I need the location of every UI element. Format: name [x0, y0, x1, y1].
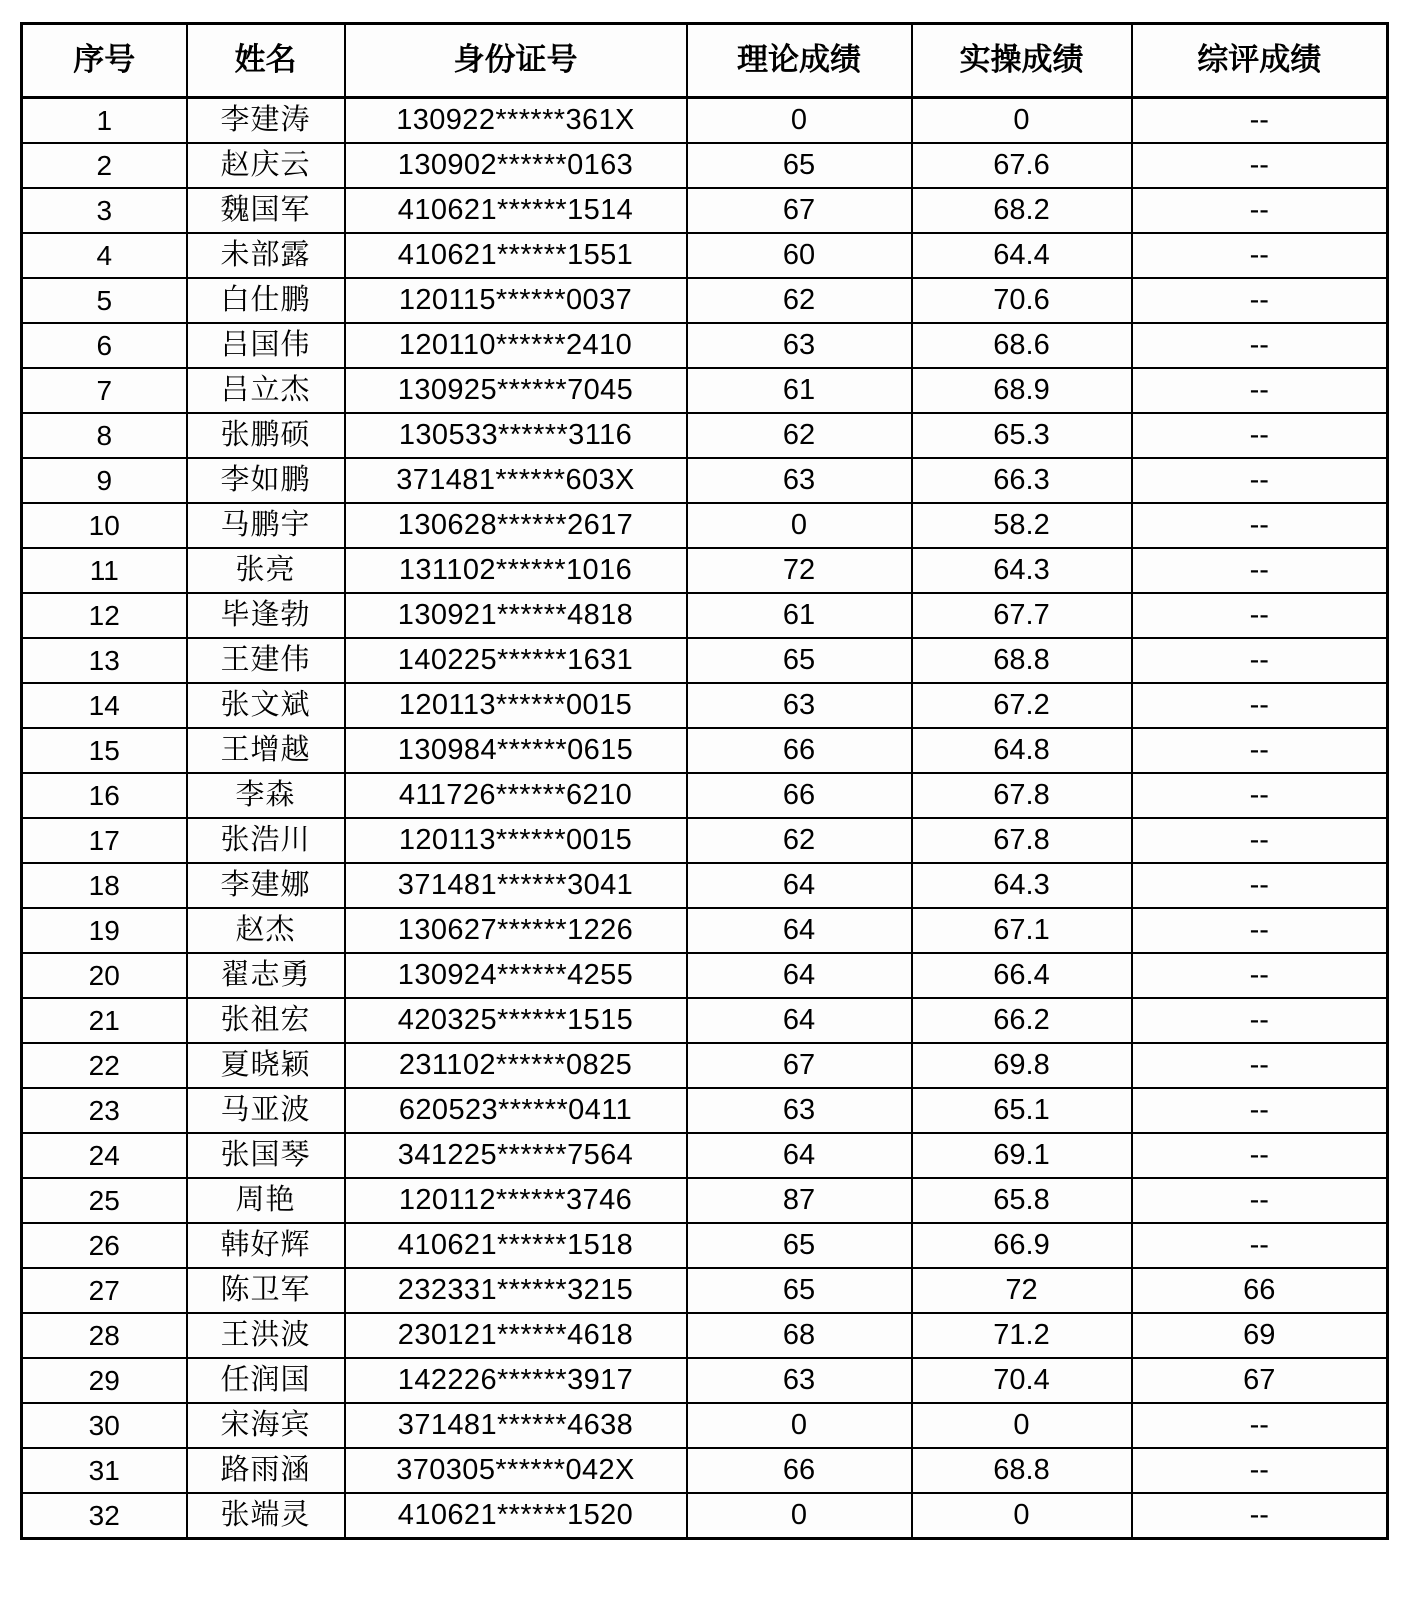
cell-prac: 67.6 — [912, 143, 1132, 188]
cell-theory: 63 — [687, 1358, 912, 1403]
cell-prac: 66.3 — [912, 458, 1132, 503]
cell-theory: 67 — [687, 188, 912, 233]
cell-comp: -- — [1132, 593, 1388, 638]
cell-theory: 0 — [687, 1493, 912, 1539]
cell-prac: 0 — [912, 98, 1132, 144]
cell-theory: 0 — [687, 1403, 912, 1448]
table-row — [22, 1043, 1388, 1088]
cell-comp: -- — [1132, 953, 1388, 998]
cell-prac: 70.4 — [912, 1358, 1132, 1403]
cell-comp: -- — [1132, 1493, 1388, 1539]
cell-seq: 31 — [22, 1448, 187, 1493]
cell-id: 410621******1518 — [345, 1223, 687, 1268]
cell-id: 130922******361X — [345, 98, 687, 144]
cell-name: 王增越 — [187, 728, 345, 773]
table-row — [22, 1178, 1388, 1223]
cell-theory: 87 — [687, 1178, 912, 1223]
cell-name: 毕逢勃 — [187, 593, 345, 638]
cell-seq: 14 — [22, 683, 187, 728]
table-body — [22, 98, 1388, 1539]
table-row — [22, 1088, 1388, 1133]
cell-theory: 63 — [687, 1088, 912, 1133]
cell-seq: 7 — [22, 368, 187, 413]
table-row — [22, 548, 1388, 593]
column-header-comp: 综评成绩 — [1132, 24, 1388, 98]
cell-theory: 64 — [687, 863, 912, 908]
cell-prac: 69.8 — [912, 1043, 1132, 1088]
cell-comp: -- — [1132, 728, 1388, 773]
cell-theory: 66 — [687, 773, 912, 818]
cell-comp: -- — [1132, 548, 1388, 593]
cell-comp: -- — [1132, 458, 1388, 503]
cell-name: 张文斌 — [187, 683, 345, 728]
cell-prac: 65.8 — [912, 1178, 1132, 1223]
cell-comp: -- — [1132, 368, 1388, 413]
cell-seq: 8 — [22, 413, 187, 458]
cell-comp: 66 — [1132, 1268, 1388, 1313]
cell-id: 120113******0015 — [345, 683, 687, 728]
cell-name: 赵杰 — [187, 908, 345, 953]
cell-name: 陈卫军 — [187, 1268, 345, 1313]
table-row — [22, 728, 1388, 773]
cell-seq: 11 — [22, 548, 187, 593]
cell-seq: 13 — [22, 638, 187, 683]
cell-comp: -- — [1132, 323, 1388, 368]
cell-name: 任润国 — [187, 1358, 345, 1403]
cell-id: 140225******1631 — [345, 638, 687, 683]
cell-seq: 2 — [22, 143, 187, 188]
table-row — [22, 278, 1388, 323]
cell-prac: 68.2 — [912, 188, 1132, 233]
cell-theory: 64 — [687, 953, 912, 998]
cell-prac: 65.3 — [912, 413, 1132, 458]
cell-id: 620523******0411 — [345, 1088, 687, 1133]
cell-id: 120113******0015 — [345, 818, 687, 863]
cell-seq: 24 — [22, 1133, 187, 1178]
cell-prac: 67.8 — [912, 818, 1132, 863]
cell-id: 130984******0615 — [345, 728, 687, 773]
cell-id: 130902******0163 — [345, 143, 687, 188]
table-row — [22, 368, 1388, 413]
cell-prac: 68.8 — [912, 1448, 1132, 1493]
cell-seq: 21 — [22, 998, 187, 1043]
cell-id: 410621******1514 — [345, 188, 687, 233]
table-header — [22, 24, 1388, 98]
cell-comp: -- — [1132, 1223, 1388, 1268]
cell-id: 370305******042X — [345, 1448, 687, 1493]
cell-seq: 26 — [22, 1223, 187, 1268]
cell-name: 吕国伟 — [187, 323, 345, 368]
cell-id: 341225******7564 — [345, 1133, 687, 1178]
cell-name: 王建伟 — [187, 638, 345, 683]
cell-prac: 64.8 — [912, 728, 1132, 773]
cell-comp: -- — [1132, 1448, 1388, 1493]
table-row — [22, 98, 1388, 144]
cell-seq: 15 — [22, 728, 187, 773]
cell-prac: 68.8 — [912, 638, 1132, 683]
cell-seq: 6 — [22, 323, 187, 368]
cell-name: 吕立杰 — [187, 368, 345, 413]
column-header-id: 身份证号 — [345, 24, 687, 98]
cell-id: 120115******0037 — [345, 278, 687, 323]
cell-theory: 60 — [687, 233, 912, 278]
cell-seq: 19 — [22, 908, 187, 953]
cell-name: 李如鹏 — [187, 458, 345, 503]
table-row — [22, 188, 1388, 233]
cell-seq: 12 — [22, 593, 187, 638]
cell-prac: 72 — [912, 1268, 1132, 1313]
cell-prac: 68.9 — [912, 368, 1132, 413]
table-row — [22, 863, 1388, 908]
cell-seq: 10 — [22, 503, 187, 548]
cell-id: 130533******3116 — [345, 413, 687, 458]
cell-prac: 71.2 — [912, 1313, 1132, 1358]
table-row — [22, 1223, 1388, 1268]
cell-comp: -- — [1132, 143, 1388, 188]
cell-theory: 61 — [687, 368, 912, 413]
cell-id: 120110******2410 — [345, 323, 687, 368]
column-header-seq: 序号 — [22, 24, 187, 98]
cell-theory: 65 — [687, 1268, 912, 1313]
cell-id: 130925******7045 — [345, 368, 687, 413]
cell-seq: 9 — [22, 458, 187, 503]
cell-theory: 65 — [687, 1223, 912, 1268]
cell-id: 411726******6210 — [345, 773, 687, 818]
cell-comp: -- — [1132, 908, 1388, 953]
cell-id: 130627******1226 — [345, 908, 687, 953]
cell-name: 李森 — [187, 773, 345, 818]
cell-theory: 66 — [687, 1448, 912, 1493]
cell-name: 张亮 — [187, 548, 345, 593]
cell-name: 李建涛 — [187, 98, 345, 144]
cell-comp: -- — [1132, 1178, 1388, 1223]
cell-seq: 3 — [22, 188, 187, 233]
cell-seq: 5 — [22, 278, 187, 323]
table-row — [22, 1313, 1388, 1358]
cell-theory: 0 — [687, 503, 912, 548]
cell-id: 410621******1520 — [345, 1493, 687, 1539]
cell-theory: 0 — [687, 98, 912, 144]
cell-comp: -- — [1132, 188, 1388, 233]
cell-id: 130924******4255 — [345, 953, 687, 998]
cell-prac: 65.1 — [912, 1088, 1132, 1133]
cell-name: 韩好辉 — [187, 1223, 345, 1268]
cell-prac: 67.8 — [912, 773, 1132, 818]
table-row — [22, 1448, 1388, 1493]
cell-seq: 16 — [22, 773, 187, 818]
table-row — [22, 1133, 1388, 1178]
table-row — [22, 1358, 1388, 1403]
cell-theory: 67 — [687, 1043, 912, 1088]
cell-id: 230121******4618 — [345, 1313, 687, 1358]
table-row — [22, 1268, 1388, 1313]
cell-seq: 18 — [22, 863, 187, 908]
cell-seq: 1 — [22, 98, 187, 144]
cell-comp: -- — [1132, 773, 1388, 818]
cell-seq: 30 — [22, 1403, 187, 1448]
cell-theory: 72 — [687, 548, 912, 593]
cell-name: 宋海宾 — [187, 1403, 345, 1448]
cell-comp: -- — [1132, 278, 1388, 323]
cell-id: 371481******3041 — [345, 863, 687, 908]
column-header-prac: 实操成绩 — [912, 24, 1132, 98]
table-row — [22, 773, 1388, 818]
cell-seq: 28 — [22, 1313, 187, 1358]
cell-prac: 64.3 — [912, 863, 1132, 908]
cell-comp: -- — [1132, 413, 1388, 458]
cell-seq: 32 — [22, 1493, 187, 1539]
exam-score-table — [20, 22, 1389, 1540]
cell-name: 白仕鹏 — [187, 278, 345, 323]
cell-comp: -- — [1132, 863, 1388, 908]
cell-prac: 70.6 — [912, 278, 1132, 323]
cell-prac: 68.6 — [912, 323, 1132, 368]
cell-prac: 69.1 — [912, 1133, 1132, 1178]
cell-theory: 62 — [687, 413, 912, 458]
cell-comp: -- — [1132, 998, 1388, 1043]
cell-name: 王洪波 — [187, 1313, 345, 1358]
cell-name: 周艳 — [187, 1178, 345, 1223]
cell-name: 夏晓颖 — [187, 1043, 345, 1088]
table-row — [22, 908, 1388, 953]
cell-id: 130628******2617 — [345, 503, 687, 548]
cell-theory: 63 — [687, 458, 912, 503]
cell-theory: 64 — [687, 908, 912, 953]
cell-comp: -- — [1132, 683, 1388, 728]
table-row — [22, 953, 1388, 998]
cell-id: 410621******1551 — [345, 233, 687, 278]
cell-id: 371481******4638 — [345, 1403, 687, 1448]
cell-prac: 64.4 — [912, 233, 1132, 278]
cell-id: 371481******603X — [345, 458, 687, 503]
cell-prac: 0 — [912, 1493, 1132, 1539]
cell-name: 未部露 — [187, 233, 345, 278]
cell-seq: 23 — [22, 1088, 187, 1133]
cell-id: 130921******4818 — [345, 593, 687, 638]
cell-comp: -- — [1132, 233, 1388, 278]
cell-id: 131102******1016 — [345, 548, 687, 593]
cell-name: 张祖宏 — [187, 998, 345, 1043]
cell-name: 张国琴 — [187, 1133, 345, 1178]
table-row — [22, 593, 1388, 638]
cell-seq: 29 — [22, 1358, 187, 1403]
cell-comp: -- — [1132, 638, 1388, 683]
cell-comp: -- — [1132, 1043, 1388, 1088]
cell-id: 420325******1515 — [345, 998, 687, 1043]
table-row — [22, 323, 1388, 368]
cell-name: 张浩川 — [187, 818, 345, 863]
column-header-name: 姓名 — [187, 24, 345, 98]
cell-theory: 66 — [687, 728, 912, 773]
cell-seq: 22 — [22, 1043, 187, 1088]
table-header-row — [22, 24, 1388, 98]
cell-theory: 62 — [687, 818, 912, 863]
table-row — [22, 1493, 1388, 1539]
table-row — [22, 233, 1388, 278]
cell-name: 翟志勇 — [187, 953, 345, 998]
cell-name: 张鹏硕 — [187, 413, 345, 458]
cell-name: 马鹏宇 — [187, 503, 345, 548]
cell-seq: 20 — [22, 953, 187, 998]
cell-theory: 65 — [687, 143, 912, 188]
table-row — [22, 458, 1388, 503]
table-row — [22, 683, 1388, 728]
cell-comp: -- — [1132, 818, 1388, 863]
cell-theory: 61 — [687, 593, 912, 638]
cell-id: 232331******3215 — [345, 1268, 687, 1313]
cell-prac: 0 — [912, 1403, 1132, 1448]
cell-id: 231102******0825 — [345, 1043, 687, 1088]
cell-comp: -- — [1132, 503, 1388, 548]
table-row — [22, 503, 1388, 548]
cell-theory: 63 — [687, 683, 912, 728]
cell-theory: 65 — [687, 638, 912, 683]
cell-name: 赵庆云 — [187, 143, 345, 188]
cell-comp: 69 — [1132, 1313, 1388, 1358]
cell-comp: -- — [1132, 1088, 1388, 1133]
cell-comp: 67 — [1132, 1358, 1388, 1403]
table-row — [22, 638, 1388, 683]
cell-id: 120112******3746 — [345, 1178, 687, 1223]
cell-comp: -- — [1132, 1403, 1388, 1448]
column-header-theory: 理论成绩 — [687, 24, 912, 98]
cell-theory: 68 — [687, 1313, 912, 1358]
cell-prac: 58.2 — [912, 503, 1132, 548]
cell-prac: 66.9 — [912, 1223, 1132, 1268]
cell-comp: -- — [1132, 98, 1388, 144]
cell-prac: 66.2 — [912, 998, 1132, 1043]
cell-id: 142226******3917 — [345, 1358, 687, 1403]
cell-prac: 67.7 — [912, 593, 1132, 638]
cell-theory: 64 — [687, 1133, 912, 1178]
cell-theory: 64 — [687, 998, 912, 1043]
cell-seq: 4 — [22, 233, 187, 278]
cell-theory: 62 — [687, 278, 912, 323]
cell-comp: -- — [1132, 1133, 1388, 1178]
cell-prac: 64.3 — [912, 548, 1132, 593]
cell-name: 魏国军 — [187, 188, 345, 233]
table-row — [22, 143, 1388, 188]
table-row — [22, 1403, 1388, 1448]
cell-theory: 63 — [687, 323, 912, 368]
cell-prac: 67.1 — [912, 908, 1132, 953]
table-row — [22, 818, 1388, 863]
cell-seq: 17 — [22, 818, 187, 863]
cell-name: 马亚波 — [187, 1088, 345, 1133]
table-row — [22, 413, 1388, 458]
cell-prac: 66.4 — [912, 953, 1132, 998]
cell-seq: 27 — [22, 1268, 187, 1313]
cell-seq: 25 — [22, 1178, 187, 1223]
table-row — [22, 998, 1388, 1043]
cell-name: 李建娜 — [187, 863, 345, 908]
cell-name: 张端灵 — [187, 1493, 345, 1539]
cell-prac: 67.2 — [912, 683, 1132, 728]
cell-name: 路雨涵 — [187, 1448, 345, 1493]
